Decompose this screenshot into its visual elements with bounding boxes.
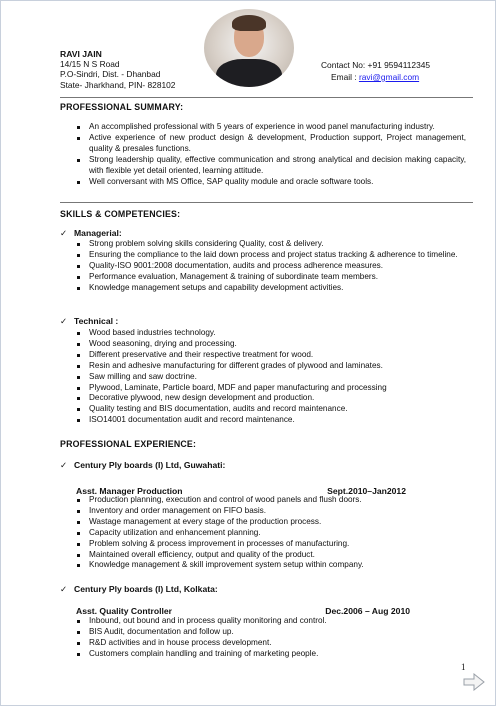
email-row — [321, 71, 430, 83]
photo-hair — [232, 15, 266, 31]
technical-list — [75, 328, 471, 426]
list-item: Capacity utilization and enhancement planning. — [75, 528, 471, 539]
list-item: Well conversant with MS Office, SAP quality module and oracle software tools. — [75, 177, 466, 188]
list-item: Performance evaluation, Management & training of subordinate team members. — [75, 272, 471, 283]
list-item: Strong problem solving skills considering Quality, cost & delivery. — [75, 239, 471, 250]
check-icon: ✓ — [60, 584, 68, 594]
list-item: BIS Audit, documentation and follow up. — [75, 627, 471, 638]
company-name: Century Ply boards (I) Ltd, Guwahati: — [74, 460, 226, 470]
page-number: 1 — [461, 662, 466, 672]
list-item: Customers complain handling and training of marketing people. — [75, 649, 471, 660]
list-item: Different preservative and their respective treatment for wood. — [75, 350, 471, 361]
summary-heading: PROFESSIONAL SUMMARY: — [60, 102, 184, 112]
job-duties-list — [75, 616, 471, 660]
list-item: An accomplished professional with 5 years of experience in wood panel manufacturing industry. — [75, 122, 466, 133]
candidate-name: RAVI JAIN — [60, 49, 102, 59]
address-line-1: 14/15 N S Road — [60, 59, 120, 70]
list-item: Plywood, Laminate, Particle board, MDF and paper manufacturing and processing — [75, 383, 471, 394]
profile-photo — [204, 9, 294, 87]
contact-address-block — [60, 49, 175, 90]
check-icon: ✓ — [60, 460, 68, 470]
check-icon: ✓ — [60, 228, 68, 238]
company-heading — [60, 460, 225, 471]
list-item: Wood seasoning, drying and processing. — [75, 339, 471, 350]
summary-list — [75, 122, 466, 187]
address-line-2: P.O-Sindri, Dist. - Dhanbad — [60, 69, 161, 80]
contact-number: Contact No: +91 9594112345 — [321, 60, 431, 70]
job-title: Asst. Manager Production — [76, 486, 183, 496]
list-item: Ensuring the compliance to the laid down process and project status tracking & adherence to timeline. — [75, 250, 471, 261]
list-item: Knowledge management & skill improvement system setup within company. — [75, 560, 471, 571]
list-item: Inventory and order management on FIFO basis. — [75, 506, 471, 517]
list-item: Wastage management at every stage of the production process. — [75, 517, 471, 528]
contact-info-block — [321, 59, 430, 83]
job-role-row — [76, 606, 416, 616]
job-dates: Sept.2010–Jan2012 — [327, 486, 406, 496]
company-heading — [60, 584, 218, 595]
address-line-3: State- Jharkhand, PIN- 828102 — [60, 79, 176, 90]
experience-heading: PROFESSIONAL EXPERIENCE: — [60, 439, 197, 449]
next-page-arrow-icon[interactable] — [463, 673, 485, 691]
email-link[interactable]: ravi@gmail.com — [358, 72, 420, 82]
list-item: Resin and adhesive manufacturing for different grades of plywood and laminates. — [75, 361, 471, 372]
divider — [60, 202, 473, 203]
list-item: Decorative plywood, new design development and production. — [75, 393, 471, 404]
check-icon: ✓ — [60, 316, 68, 326]
list-item: Knowledge management setups and capability development activities. — [75, 283, 471, 294]
list-item: Quality testing and BIS documentation, audits and record maintenance. — [75, 404, 471, 415]
company-name: Century Ply boards (I) Ltd, Kolkata: — [74, 584, 218, 594]
technical-title: Technical : — [74, 316, 119, 326]
managerial-title: Managerial: — [74, 228, 122, 238]
job-dates: Dec.2006 – Aug 2010 — [325, 606, 410, 616]
divider — [60, 97, 473, 98]
list-item: Maintained overall efficiency, output and quality of the product. — [75, 550, 471, 561]
technical-subheading — [60, 316, 118, 327]
managerial-list — [75, 239, 471, 294]
list-item: Problem solving & process improvement in processes of manufacturing. — [75, 539, 471, 550]
list-item: Quality-ISO 9001:2008 documentation, audits and process adherence measures. — [75, 261, 471, 272]
skills-heading: SKILLS & COMPETENCIES: — [60, 209, 181, 219]
managerial-subheading — [60, 228, 122, 239]
job-duties-list — [75, 495, 471, 571]
list-item: ISO14001 documentation audit and record maintenance. — [75, 415, 471, 426]
list-item: Production planning, execution and control of wood panels and flush doors. — [75, 495, 471, 506]
email-label: Email : — [331, 72, 357, 82]
photo-shirt — [216, 59, 282, 87]
list-item: Saw milling and saw doctrine. — [75, 372, 471, 383]
list-item: R&D activities and in house process development. — [75, 638, 471, 649]
job-title: Asst. Quality Controller — [76, 606, 172, 616]
list-item: Strong leadership quality, effective communication and strong analytical and decision making capacity, with flexible yet detail oriented, learning attitude. — [75, 155, 466, 177]
list-item: Wood based industries technology. — [75, 328, 471, 339]
list-item: Active experience of new product design & development, Production support, Project management, quality & presales functions. — [75, 133, 466, 155]
list-item: Inbound, out bound and in process quality monitoring and control. — [75, 616, 471, 627]
